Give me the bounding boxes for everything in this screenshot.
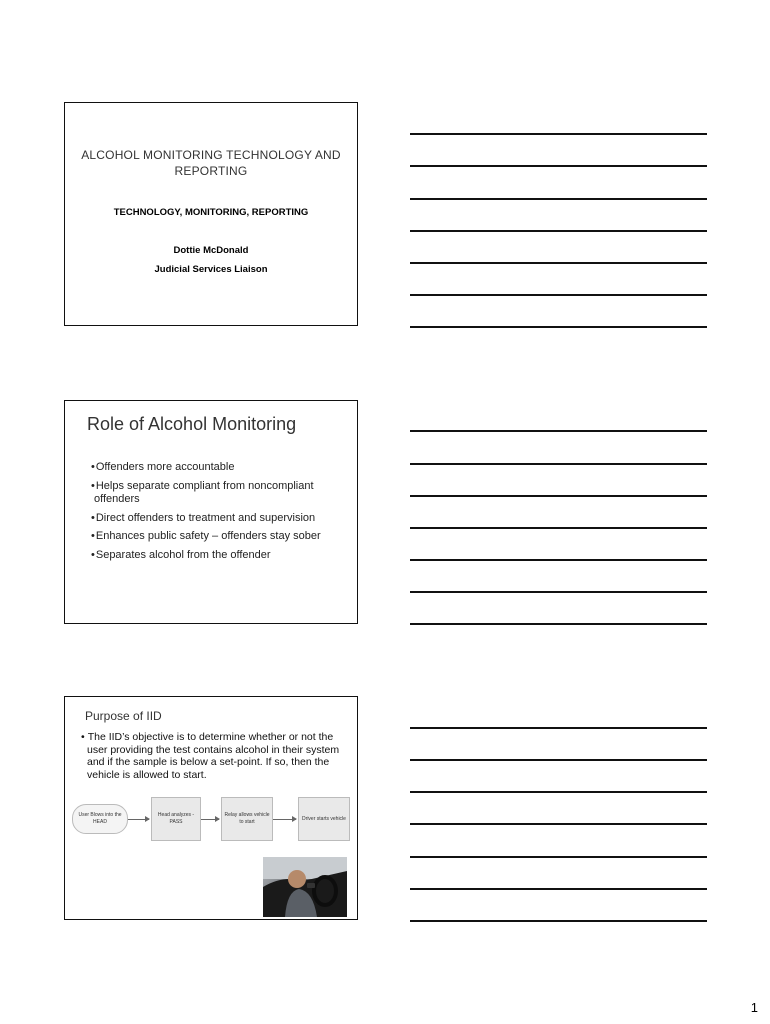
note-line — [410, 463, 707, 465]
bullet-item: • Offenders more accountable — [87, 461, 345, 475]
note-line — [410, 326, 707, 328]
flow-arrow — [273, 819, 296, 820]
slide-2 — [64, 400, 358, 624]
slide-3-title: Purpose of IID — [85, 709, 162, 723]
slide-1-title: ALCOHOL MONITORING TECHNOLOGY AND REPORTING — [81, 148, 341, 178]
note-line — [410, 888, 707, 890]
note-line — [410, 623, 707, 625]
note-line — [410, 495, 707, 497]
note-line — [410, 727, 707, 729]
note-line — [410, 198, 707, 200]
note-line — [410, 133, 707, 135]
note-line — [410, 591, 707, 593]
note-line — [410, 527, 707, 529]
note-line — [410, 430, 707, 432]
note-line — [410, 230, 707, 232]
note-line — [410, 759, 707, 761]
slide-1-subtitle: TECHNOLOGY, MONITORING, REPORTING — [113, 207, 309, 218]
note-line — [410, 165, 707, 167]
driver-photo-illustration — [263, 857, 347, 917]
bullet-item: • Helps separate compliant from noncompliant offenders — [87, 480, 345, 507]
flow-step-driver: Driver starts vehicle — [298, 797, 350, 841]
flow-step-relay: Relay allows vehicle to start — [221, 797, 273, 841]
author-role: Judicial Services Liaison — [154, 264, 268, 275]
page-number: 1 — [750, 1000, 758, 1015]
note-line — [410, 559, 707, 561]
note-line — [410, 262, 707, 264]
slide-1-author — [65, 241, 357, 279]
flow-step-blow: User Blows into the HEAD — [72, 804, 128, 834]
slide-1 — [64, 102, 358, 326]
bullet-item: • Enhances public safety – offenders stay sober — [87, 530, 345, 544]
note-line — [410, 920, 707, 922]
bullet-item: • Direct offenders to treatment and supervision — [87, 512, 345, 526]
bullet-item: • Separates alcohol from the offender — [87, 549, 345, 563]
note-line — [410, 791, 707, 793]
slide-2-title: Role of Alcohol Monitoring — [87, 414, 297, 434]
flow-arrow — [201, 819, 219, 820]
driver-photo — [263, 857, 347, 917]
author-name: Dottie McDonald — [173, 245, 249, 256]
flow-step-analyze: Head analyzes -PASS — [151, 797, 201, 841]
note-line — [410, 294, 707, 296]
flow-arrow — [128, 819, 149, 820]
slide-2-bullet-list — [87, 461, 345, 567]
slide-3 — [64, 696, 358, 920]
slide-3-body: • The IID’s objective is to determine whether or not the user providing the test contains alcohol in their system and if the sample is below a set-point. If so, then the vehicle is allowed to start. — [79, 731, 349, 781]
note-line — [410, 823, 707, 825]
note-line — [410, 856, 707, 858]
